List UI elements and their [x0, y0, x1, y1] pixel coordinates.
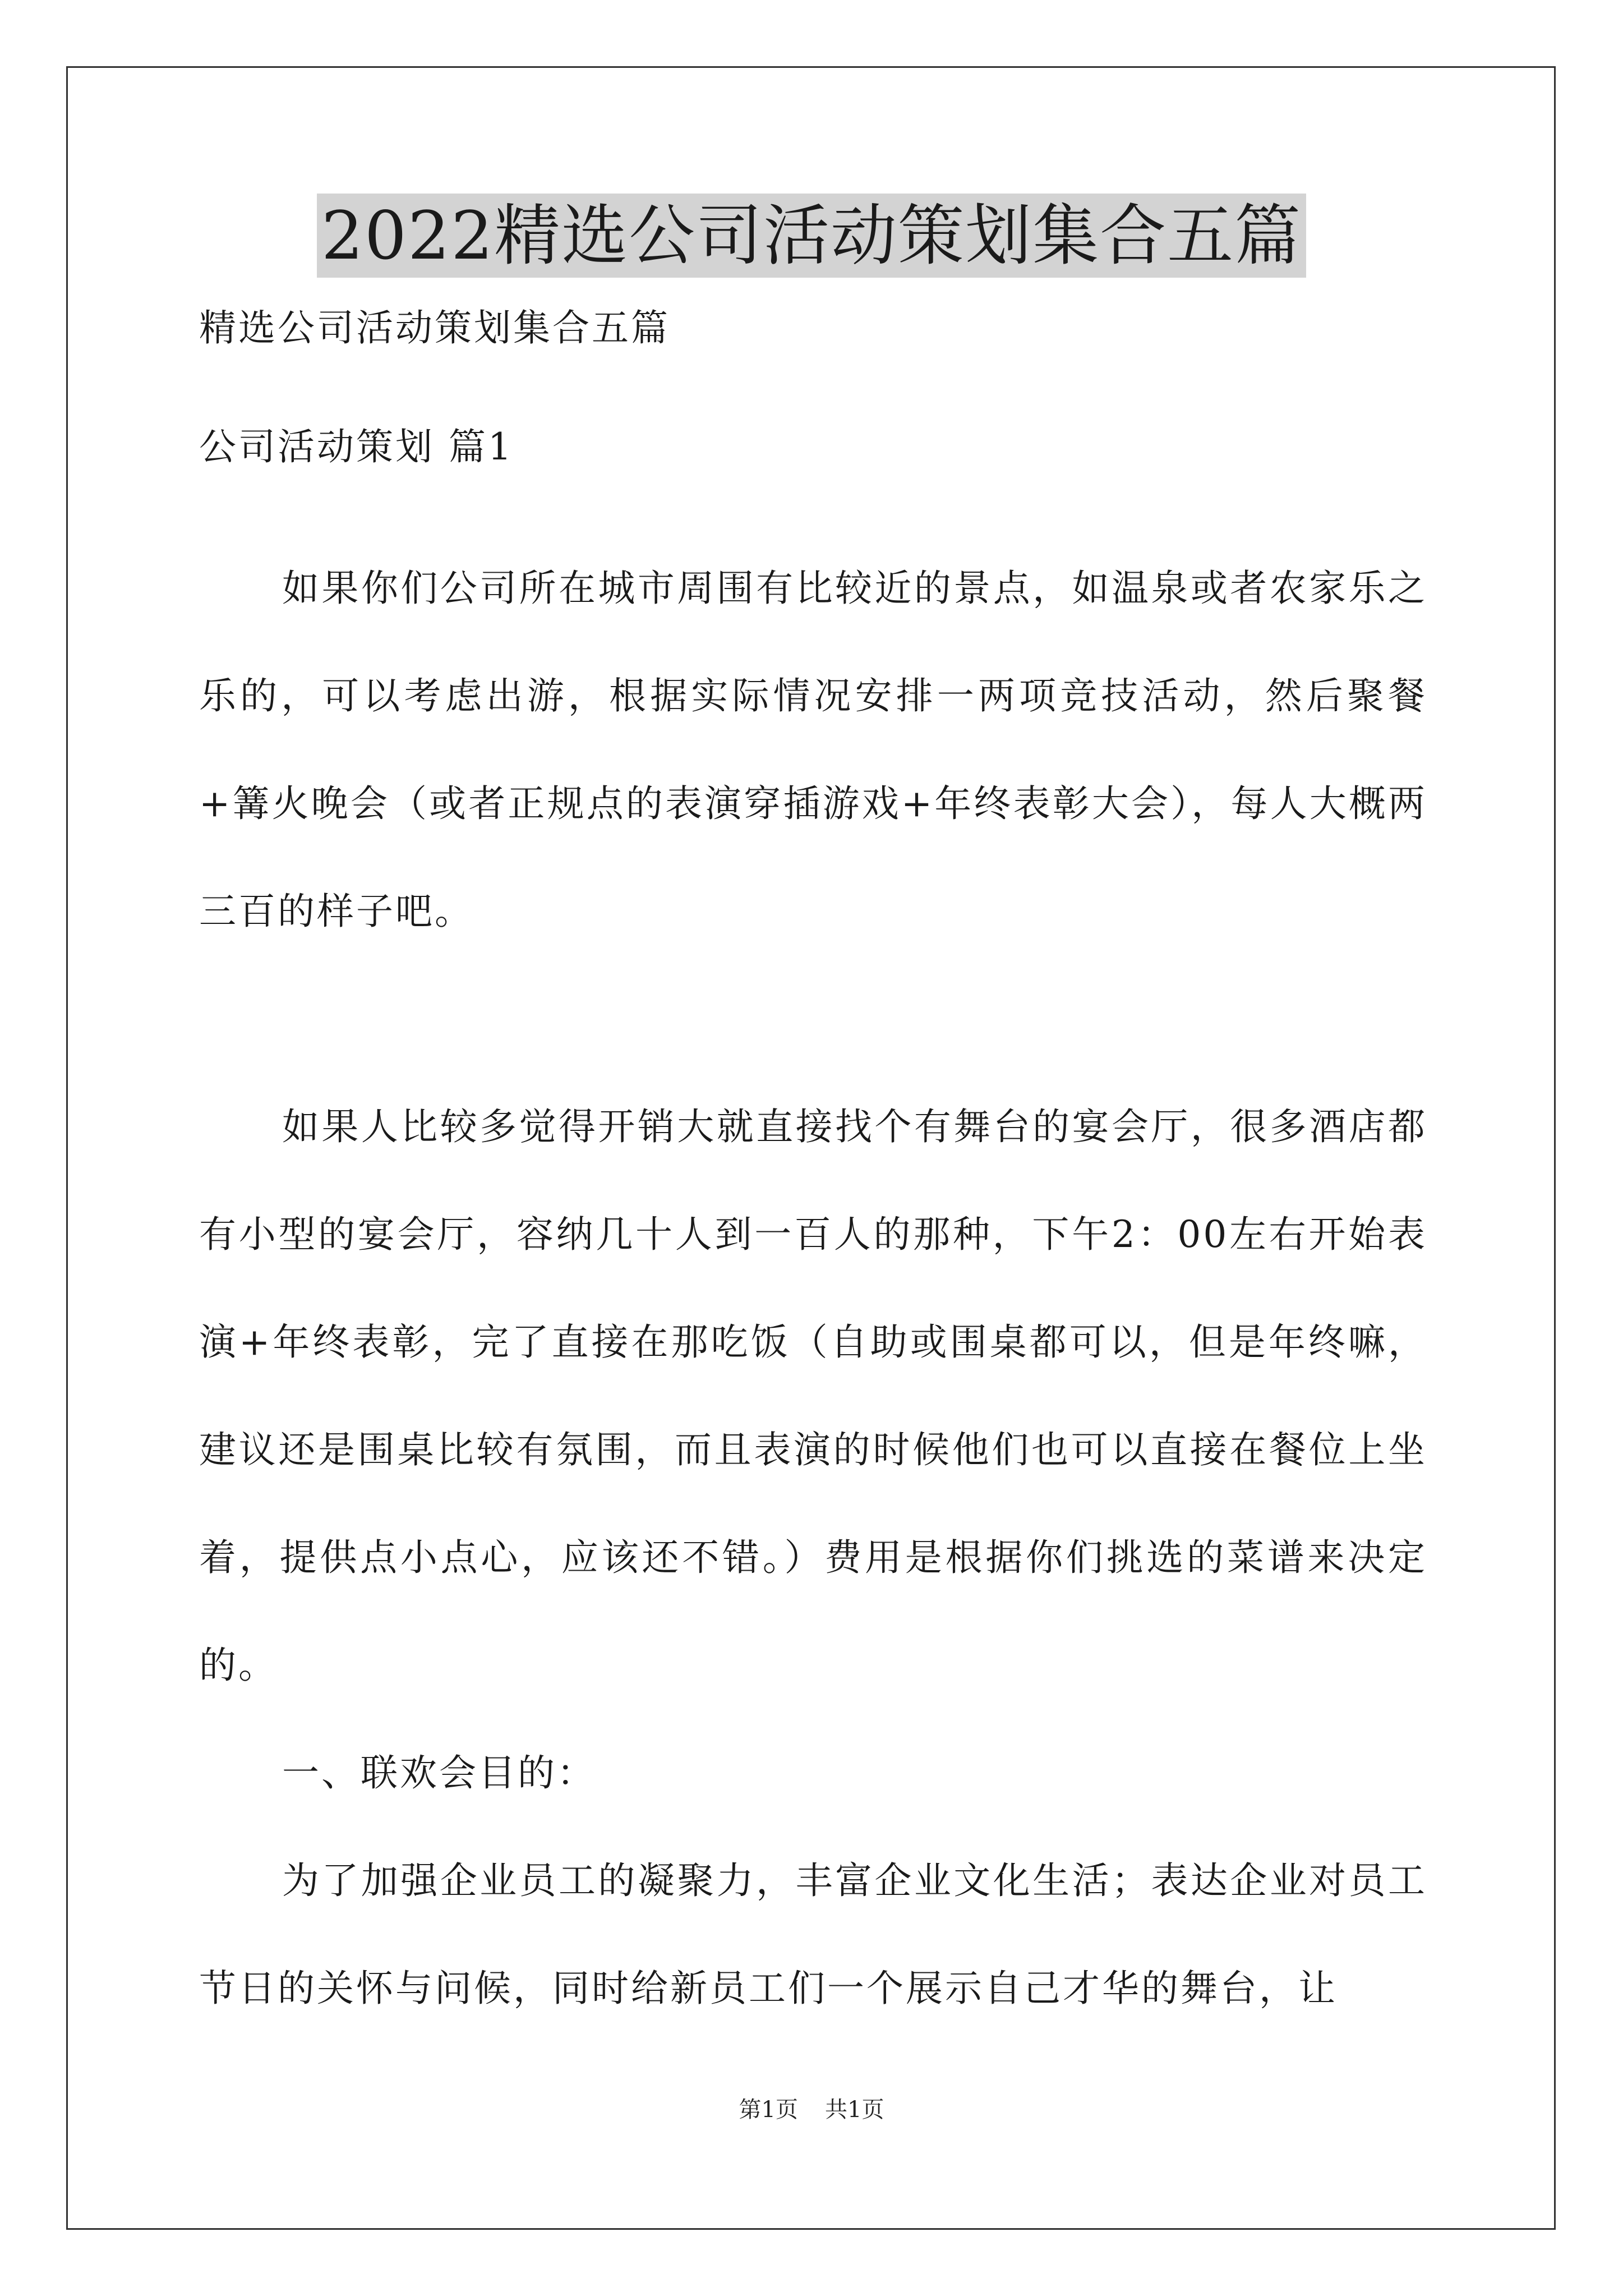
page-total: 共1页	[825, 2097, 884, 2123]
paragraph-heading: 一、联欢会目的：	[282, 1751, 596, 1795]
section-heading: 公司活动策划 篇1	[199, 425, 514, 468]
blank-line	[199, 965, 1427, 1073]
page-number: 第1页	[739, 2097, 798, 2123]
document-title: 2022精选公司活动策划集合五篇	[317, 194, 1306, 278]
document-body	[199, 300, 1427, 2042]
paragraph: 如果你们公司所在城市周围有比较近的景点，如温泉或者农家乐之乐的，可以考虑出游，根据实际情况安排一两项竞技活动，然后聚餐+篝火晚会（或者正规点的表演穿插游戏+年终表彰大会），每人大概两三百的样子吧。	[199, 567, 1427, 933]
title-container	[0, 194, 1623, 278]
paragraph: 为了加强企业员工的凝聚力，丰富企业文化生活；表达企业对员工节日的关怀与问候，同时给新员工们一个展示自己才华的舞台，让	[199, 1859, 1427, 2010]
paragraph: 如果人比较多觉得开销大就直接找个有舞台的宴会厅，很多酒店都有小型的宴会厅，容纳几十人到一百人的那种，下午2：00左右开始表演+年终表彰，完了直接在那吃饭（自助或围桌都可以，但是年终嘛，建议还是围桌比较有氛围，而且表演的时候他们也可以直接在餐位上坐着，提供点小点心，应该还不错。）费用是根据你们挑选的菜谱来决定的。	[199, 1105, 1427, 1687]
document-subtitle: 精选公司活动策划集合五篇	[199, 306, 670, 349]
page-footer	[0, 2094, 1623, 2125]
